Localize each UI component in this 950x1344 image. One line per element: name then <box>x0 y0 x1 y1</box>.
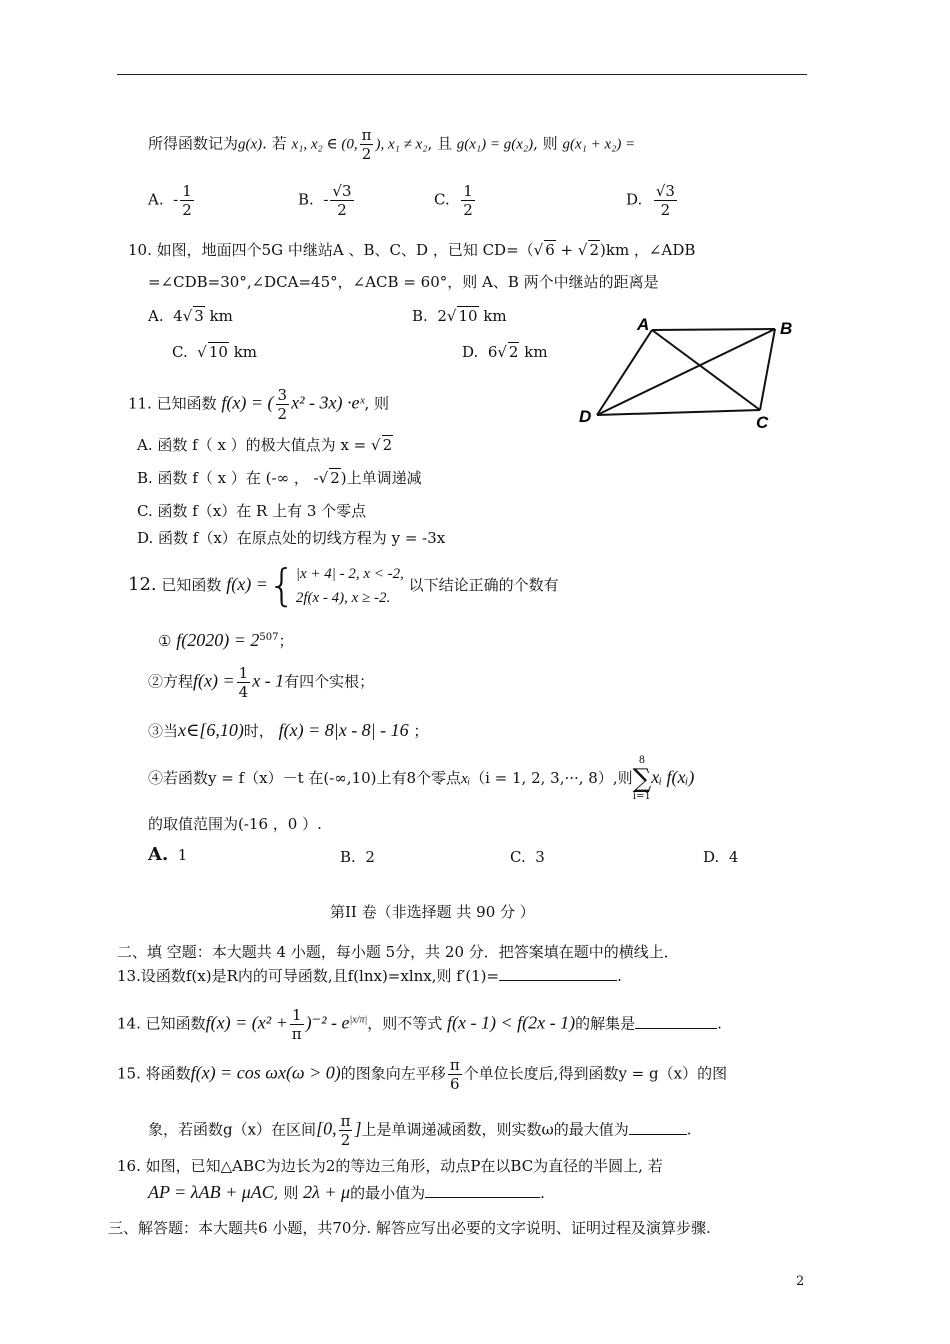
q12-statement-3: ③当x∈[6,10)时， f(x) = 8|x - 8| - 16 ； <box>148 720 429 740</box>
q12-statement-4: ④若函数y = f（x）－t 在(-∞,10)上有8个零点xᵢ（i = 1, 2, 3,···, 8）,则8 ∑ i=1xᵢ f(xᵢ) <box>148 755 695 802</box>
q11-option-d[interactable]: D. 函数 f（x）在原点处的切线方程为 y = -3x <box>137 529 446 547</box>
q15-answer-blank[interactable] <box>629 1120 687 1135</box>
q13-answer-blank[interactable] <box>499 966 617 981</box>
edge-dc <box>597 410 760 415</box>
q16-line2: AP = λAB + μAC, 则 2λ + μ的最小值为 . <box>148 1182 545 1202</box>
q9-option-d[interactable]: D. $\frac{√3}{2}$ <box>626 182 675 219</box>
q14: 14. 已知函数f(x) = (x² + $\frac{1}{\pi}$ )$^{-2} - e^{|x/\pi|}$，则不等式 f(x - 1) < f(2x - 1)的解集是 . <box>117 1006 722 1043</box>
q12-statement-1: ① $f(2020) = 2^{507}$； <box>158 630 294 650</box>
q12-option-c[interactable]: C. 3 <box>510 848 545 866</box>
section-2-header: 第II 卷（非选择题 共 90 分 ） <box>330 903 535 921</box>
q12-stem: 12. 已知函数 f(x) ={ |x + 4| - 2, x < -2, 2f(x - 4), x ≥ -2. 以下结论正确的个数有 <box>128 560 559 611</box>
q10-option-c[interactable]: C. √ 10 km <box>172 343 258 361</box>
label-b: B <box>780 319 793 338</box>
diagonal-ac <box>652 330 760 410</box>
q12-statement-2: ②方程f(x) = $\frac{1}{4}$ x - 1有四个实根； <box>148 664 375 701</box>
q10-quadrilateral-figure <box>575 310 805 435</box>
q9-option-a[interactable]: A. - $\frac{1}{2}$ <box>148 182 192 219</box>
fill-in-instructions: 二、填 空题：本大题共 4 小题，每小题 5分，共 20 分．把答案填在题中的横线上． <box>117 943 679 961</box>
q9-option-b[interactable]: B. - $\frac{√3}{2}$ <box>298 182 352 219</box>
section-3-header: 三、解答题：本大题共6 小题，共70分. 解答应写出必要的文字说明、证明过程及演算步骤. <box>108 1219 711 1237</box>
header-rule <box>117 74 807 75</box>
label-c: C <box>756 413 769 432</box>
label-a: A <box>637 315 650 334</box>
q14-answer-blank[interactable] <box>635 1014 717 1029</box>
q15-line1: 15. 将函数f(x) = cos ωx(ω > 0)的图象向左平移 $\frac{\pi}{6}$ 个单位长度后,得到函数y = g（x）的图 <box>117 1056 728 1093</box>
q15-line2: 象，若函数g（x）在区间[0, $\frac{\pi}{2}$ ]上是单调递减函数，则实数ω的最大值为 . <box>148 1112 692 1149</box>
edge-ab <box>652 329 775 330</box>
q10-stem-line1: 10. 如图，地面四个5G 中继站A 、B、C、D ，已知 CD=（√ 6 + √ 2)km ，∠ADB <box>128 241 696 259</box>
edge-bc <box>760 329 775 410</box>
q9-option-c[interactable]: C. $\frac{1}{2}$ <box>434 182 473 219</box>
q16-answer-blank[interactable] <box>425 1183 540 1198</box>
q9-stem: 所得函数记为g(x). 若 x₁, x₂ ∈ (0, $\frac{\pi}{2}$ ), x₁ ≠ x₂, 且 g(x₁) = g(x₂), 则 g(x₁ + x₂) = <box>148 126 636 163</box>
q13: 13.设函数f(x)是R内的可导函数,且f(lnx)=xlnx,则 f′(1)= . <box>117 967 622 985</box>
q11-option-b[interactable]: B. 函数 f（ x ）在 (-∞ ， -√ 2)上单调递减 <box>137 469 422 487</box>
q10-option-a[interactable]: A. 4√ 3 km <box>148 307 233 325</box>
q9-pi-over-2: $\frac{\pi}{2}$ <box>361 126 372 163</box>
q12-statement-4-range: 的取值范围为(-16 ，0 ）. <box>148 815 322 833</box>
q12-option-a[interactable]: A. 1 <box>148 844 188 865</box>
q11-option-a[interactable]: A. 函数 f（ x ）的极大值点为 x = √ 2 <box>137 436 393 454</box>
q12-option-b[interactable]: B. 2 <box>340 848 375 866</box>
q10-option-d[interactable]: D. 6√ 2 km <box>462 343 548 361</box>
q12-option-d[interactable]: D. 4 <box>703 848 739 866</box>
q11-option-c[interactable]: C. 函数 f（x）在 R 上有 3 个零点 <box>137 502 367 520</box>
page-number: 2 <box>796 1274 805 1289</box>
q16-line1: 16. 如图，已知△ABC为边长为2的等边三角形，动点P在以BC为直径的半圆上, 若 <box>117 1157 663 1175</box>
q10-stem-line2: =∠CDB=30°,∠DCA=45°，∠ACB = 60°，则 A、B 两个中继站的距离是 <box>148 273 659 291</box>
label-d: D <box>579 407 592 426</box>
q11-stem: 11. 已知函数 f(x) = ( $\frac{3}{2}$ x² - 3x) ·eˣ, 则 <box>128 386 390 423</box>
q10-option-b[interactable]: B. 2√ 10 km <box>412 307 507 325</box>
